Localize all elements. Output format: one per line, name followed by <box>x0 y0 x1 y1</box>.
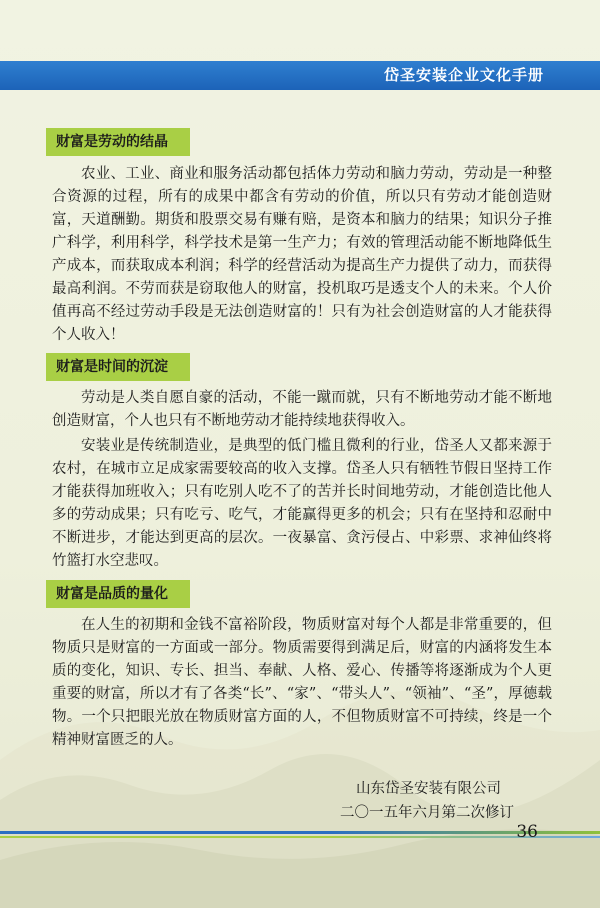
signature-date: 二〇一五年六月第二次修订 <box>340 805 514 821</box>
section-heading-1: 财富是劳动的结晶 <box>46 128 190 156</box>
section-heading-3: 财富是品质的量化 <box>46 580 190 608</box>
section-2-paragraph-1: 劳动是人类自愿自豪的活动，不能一蹴而就，只有不断地劳动才能不断地创造财富，个人也只有不断地劳动才能持续地获得收入。 <box>52 390 552 429</box>
section-heading-2: 财富是时间的沉淀 <box>46 353 190 381</box>
section-1-paragraph-1: 农业、工业、商业和服务活动都包括体力劳动和脑力劳动，劳动是一种整合资源的过程，所有的成果中都含有劳动的价值，所以只有劳动才能创造财富，天道酬勤。期货和股票交易有赚有赔，是资本和脑力的结果；知识分子推广科学，利用科学，科学技术是第一生产力；有效的管理活动能不断地降低生产成本，而获取成本利润；科学的经营活动为提高生产力提供了动力，而获得最高利润。不劳而获是窃取他人的财富，投机取巧是透支个人的未来。个人价值再高不经过劳动手段是无法创造财富的！只有为社会创造财富的人才能获得个人收入！ <box>52 166 552 343</box>
footer-rule <box>0 831 600 834</box>
footer-rule-secondary <box>0 836 600 838</box>
section-2-paragraph-2: 安装业是传统制造业，是典型的低门槛且微利的行业，岱圣人又都来源于农村，在城市立足成家需要较高的收入支撑。岱圣人只有牺牲节假日坚持工作才能获得加班收入；只有吃别人吃不了的苦并长时间地劳动，才能创造比他人多的劳动成果；只有吃亏、吃气，才能赢得更多的机会；只有在坚持和忍耐中不断进步，才能达到更高的层次。一夜暴富、贪污侵占、中彩票、求神仙终将竹篮打水空悲叹。 <box>52 438 552 569</box>
signature-company: 山东岱圣安装有限公司 <box>356 781 501 797</box>
page-number: 36 <box>516 822 538 842</box>
header-title: 岱圣安装企业文化手册 <box>383 66 544 84</box>
section-3-paragraph-1: 在人生的初期和金钱不富裕阶段，物质财富对每个人都是非常重要的，但物质只是财富的一方面或一部分。物质需要得到满足后，财富的内涵将发生本质的变化，知识、专长、担当、奉献、人格、爱心、传播等将逐渐成为个人更重要的财富，所以才有了各类“长”、“家”、“带头人”、“领袖”、“圣”，厚德载物。一个只把眼光放在物质财富方面的人，不但物质财富不可持续，终是一个精神财富匮乏的人。 <box>52 617 552 748</box>
